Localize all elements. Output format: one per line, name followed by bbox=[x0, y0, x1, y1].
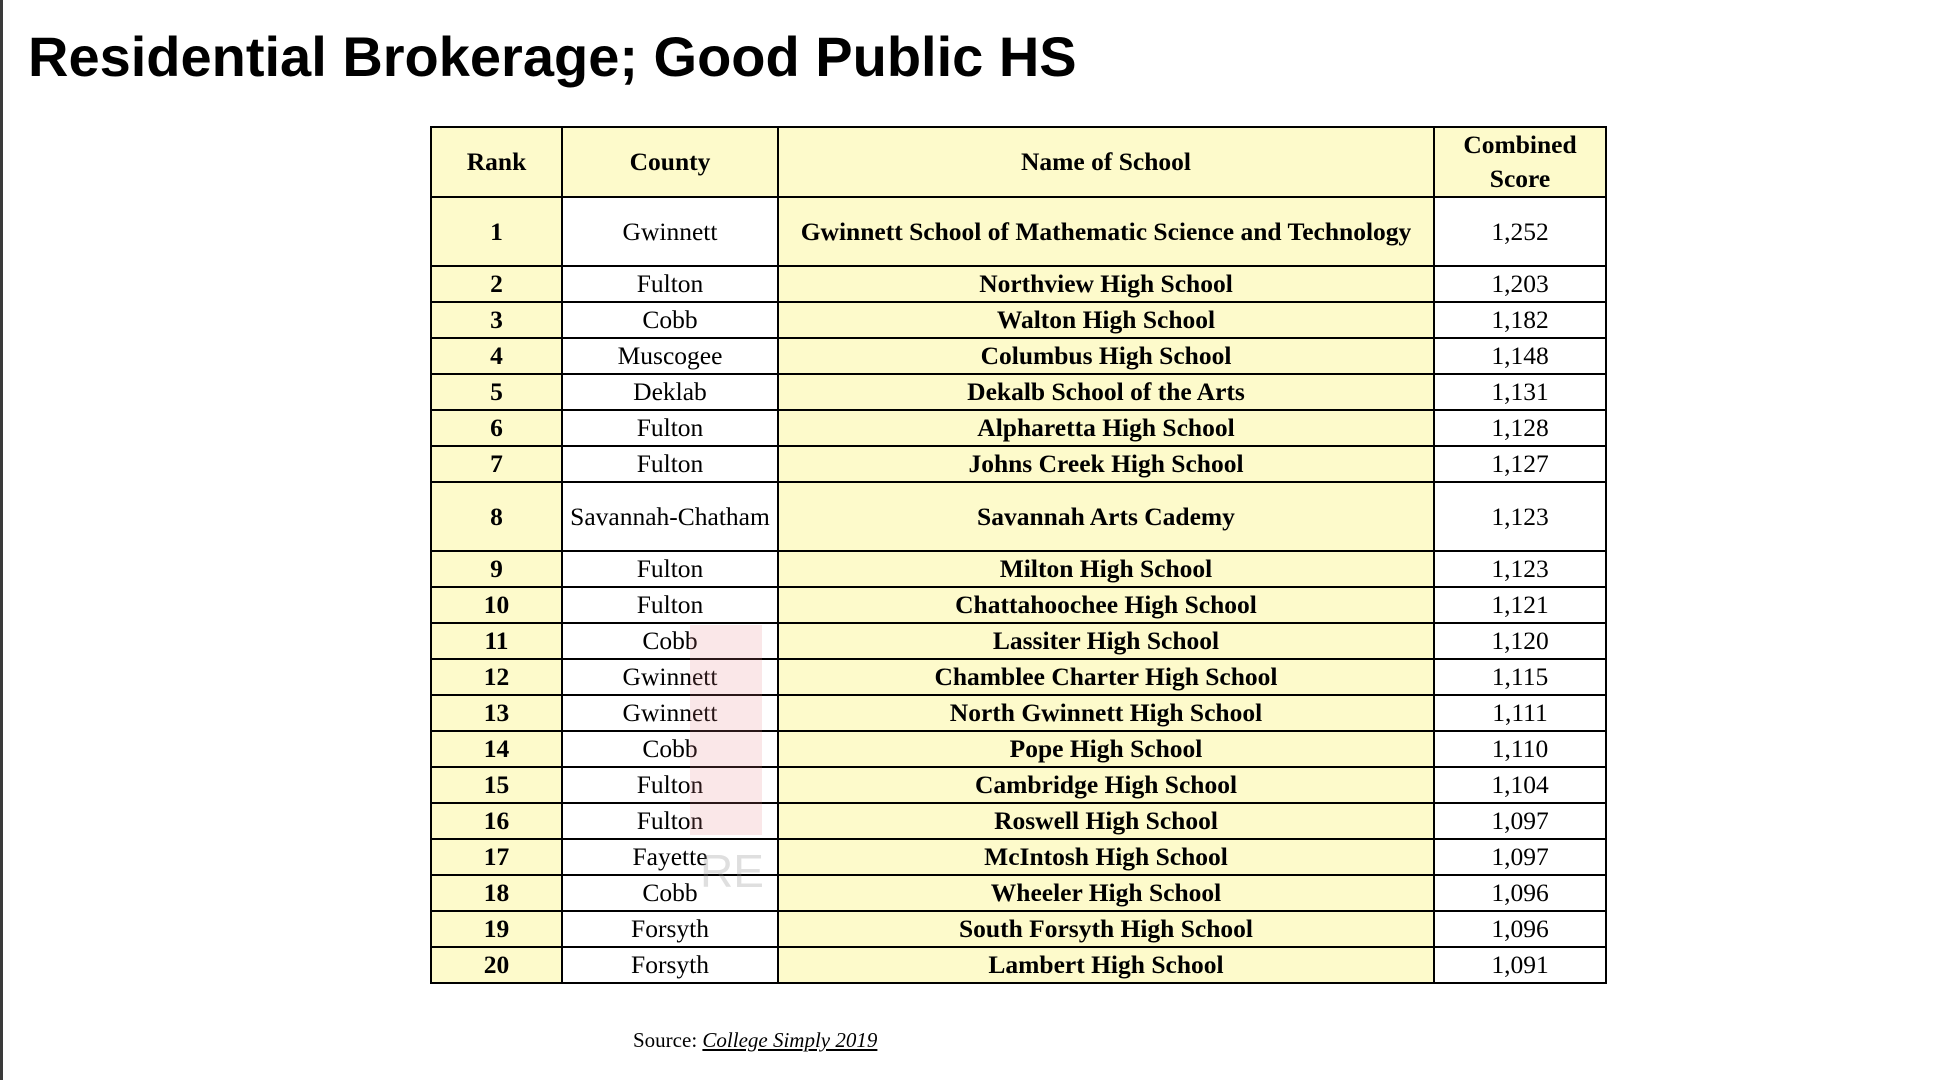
rank-cell: 13 bbox=[431, 695, 562, 731]
school-ranking-table bbox=[430, 126, 1607, 984]
rank-cell: 9 bbox=[431, 551, 562, 587]
header-rank: Rank bbox=[431, 127, 562, 197]
rank-cell: 3 bbox=[431, 302, 562, 338]
table-row bbox=[431, 695, 1606, 731]
ranking-table-container bbox=[430, 126, 1605, 984]
county-cell: Deklab bbox=[562, 374, 778, 410]
table-row bbox=[431, 731, 1606, 767]
table-row bbox=[431, 482, 1606, 551]
table-row bbox=[431, 659, 1606, 695]
score-cell: 1,096 bbox=[1434, 875, 1606, 911]
rank-cell: 5 bbox=[431, 374, 562, 410]
county-cell: Savannah-Chatham bbox=[562, 482, 778, 551]
county-cell: Fulton bbox=[562, 767, 778, 803]
county-cell: Gwinnett bbox=[562, 695, 778, 731]
source-link[interactable]: College Simply 2019 bbox=[702, 1028, 878, 1052]
school-name-cell: Alpharetta High School bbox=[778, 410, 1434, 446]
header-combined-score: Combined Score bbox=[1434, 127, 1606, 197]
table-row bbox=[431, 767, 1606, 803]
table-row bbox=[431, 266, 1606, 302]
table-row bbox=[431, 338, 1606, 374]
county-cell: Fulton bbox=[562, 266, 778, 302]
watermark-text: RE bbox=[700, 845, 764, 897]
rank-cell: 10 bbox=[431, 587, 562, 623]
rank-cell: 17 bbox=[431, 839, 562, 875]
table-row bbox=[431, 911, 1606, 947]
table-header-row bbox=[431, 127, 1606, 197]
school-name-cell: Roswell High School bbox=[778, 803, 1434, 839]
score-cell: 1,203 bbox=[1434, 266, 1606, 302]
school-name-cell: South Forsyth High School bbox=[778, 911, 1434, 947]
header-county: County bbox=[562, 127, 778, 197]
school-name-cell: Johns Creek High School bbox=[778, 446, 1434, 482]
county-cell: Cobb bbox=[562, 623, 778, 659]
source-prefix: Source: bbox=[633, 1028, 703, 1052]
school-name-cell: Chamblee Charter High School bbox=[778, 659, 1434, 695]
score-cell: 1,123 bbox=[1434, 551, 1606, 587]
table-row bbox=[431, 551, 1606, 587]
score-cell: 1,127 bbox=[1434, 446, 1606, 482]
school-name-cell: McIntosh High School bbox=[778, 839, 1434, 875]
table-row bbox=[431, 623, 1606, 659]
table-row bbox=[431, 446, 1606, 482]
slide-title: Residential Brokerage; Good Public HS bbox=[28, 25, 1077, 88]
county-cell: Fulton bbox=[562, 446, 778, 482]
rank-cell: 2 bbox=[431, 266, 562, 302]
rank-cell: 7 bbox=[431, 446, 562, 482]
score-cell: 1,097 bbox=[1434, 839, 1606, 875]
table-row bbox=[431, 875, 1606, 911]
school-name-cell: Gwinnett School of Mathematic Science and Technology bbox=[778, 197, 1434, 266]
school-name-cell: Wheeler High School bbox=[778, 875, 1434, 911]
school-name-cell: Lassiter High School bbox=[778, 623, 1434, 659]
school-name-cell: Savannah Arts Cademy bbox=[778, 482, 1434, 551]
county-cell: Cobb bbox=[562, 302, 778, 338]
school-name-cell: Milton High School bbox=[778, 551, 1434, 587]
table-row bbox=[431, 839, 1606, 875]
score-cell: 1,123 bbox=[1434, 482, 1606, 551]
school-name-cell: Lambert High School bbox=[778, 947, 1434, 983]
county-cell: Cobb bbox=[562, 875, 778, 911]
score-cell: 1,097 bbox=[1434, 803, 1606, 839]
school-name-cell: Cambridge High School bbox=[778, 767, 1434, 803]
county-cell: Cobb bbox=[562, 731, 778, 767]
school-name-cell: Chattahoochee High School bbox=[778, 587, 1434, 623]
county-cell: Fulton bbox=[562, 587, 778, 623]
rank-cell: 8 bbox=[431, 482, 562, 551]
county-cell: Forsyth bbox=[562, 911, 778, 947]
score-cell: 1,110 bbox=[1434, 731, 1606, 767]
county-cell: Fulton bbox=[562, 551, 778, 587]
school-name-cell: Northview High School bbox=[778, 266, 1434, 302]
county-cell: Gwinnett bbox=[562, 659, 778, 695]
table-row bbox=[431, 197, 1606, 266]
school-name-cell: North Gwinnett High School bbox=[778, 695, 1434, 731]
county-cell: Fulton bbox=[562, 803, 778, 839]
county-cell: Gwinnett bbox=[562, 197, 778, 266]
table-body bbox=[431, 197, 1606, 983]
rank-cell: 14 bbox=[431, 731, 562, 767]
rank-cell: 6 bbox=[431, 410, 562, 446]
county-cell: Muscogee bbox=[562, 338, 778, 374]
score-cell: 1,131 bbox=[1434, 374, 1606, 410]
score-cell: 1,104 bbox=[1434, 767, 1606, 803]
table-row bbox=[431, 374, 1606, 410]
score-cell: 1,115 bbox=[1434, 659, 1606, 695]
rank-cell: 16 bbox=[431, 803, 562, 839]
table-row bbox=[431, 410, 1606, 446]
rank-cell: 15 bbox=[431, 767, 562, 803]
rank-cell: 11 bbox=[431, 623, 562, 659]
source-citation bbox=[633, 1028, 877, 1053]
score-cell: 1,096 bbox=[1434, 911, 1606, 947]
county-cell: Forsyth bbox=[562, 947, 778, 983]
county-cell: Fulton bbox=[562, 410, 778, 446]
rank-cell: 1 bbox=[431, 197, 562, 266]
table-row bbox=[431, 302, 1606, 338]
school-name-cell: Dekalb School of the Arts bbox=[778, 374, 1434, 410]
score-cell: 1,120 bbox=[1434, 623, 1606, 659]
rank-cell: 18 bbox=[431, 875, 562, 911]
rank-cell: 4 bbox=[431, 338, 562, 374]
rank-cell: 20 bbox=[431, 947, 562, 983]
score-cell: 1,182 bbox=[1434, 302, 1606, 338]
score-cell: 1,121 bbox=[1434, 587, 1606, 623]
school-name-cell: Columbus High School bbox=[778, 338, 1434, 374]
score-cell: 1,091 bbox=[1434, 947, 1606, 983]
school-name-cell: Pope High School bbox=[778, 731, 1434, 767]
county-cell: Fayette bbox=[562, 839, 778, 875]
score-cell: 1,111 bbox=[1434, 695, 1606, 731]
header-school-name: Name of School bbox=[778, 127, 1434, 197]
left-edge-rule bbox=[0, 0, 3, 1080]
score-cell: 1,148 bbox=[1434, 338, 1606, 374]
school-name-cell: Walton High School bbox=[778, 302, 1434, 338]
rank-cell: 12 bbox=[431, 659, 562, 695]
score-cell: 1,128 bbox=[1434, 410, 1606, 446]
table-row bbox=[431, 803, 1606, 839]
rank-cell: 19 bbox=[431, 911, 562, 947]
table-row bbox=[431, 947, 1606, 983]
score-cell: 1,252 bbox=[1434, 197, 1606, 266]
table-row bbox=[431, 587, 1606, 623]
